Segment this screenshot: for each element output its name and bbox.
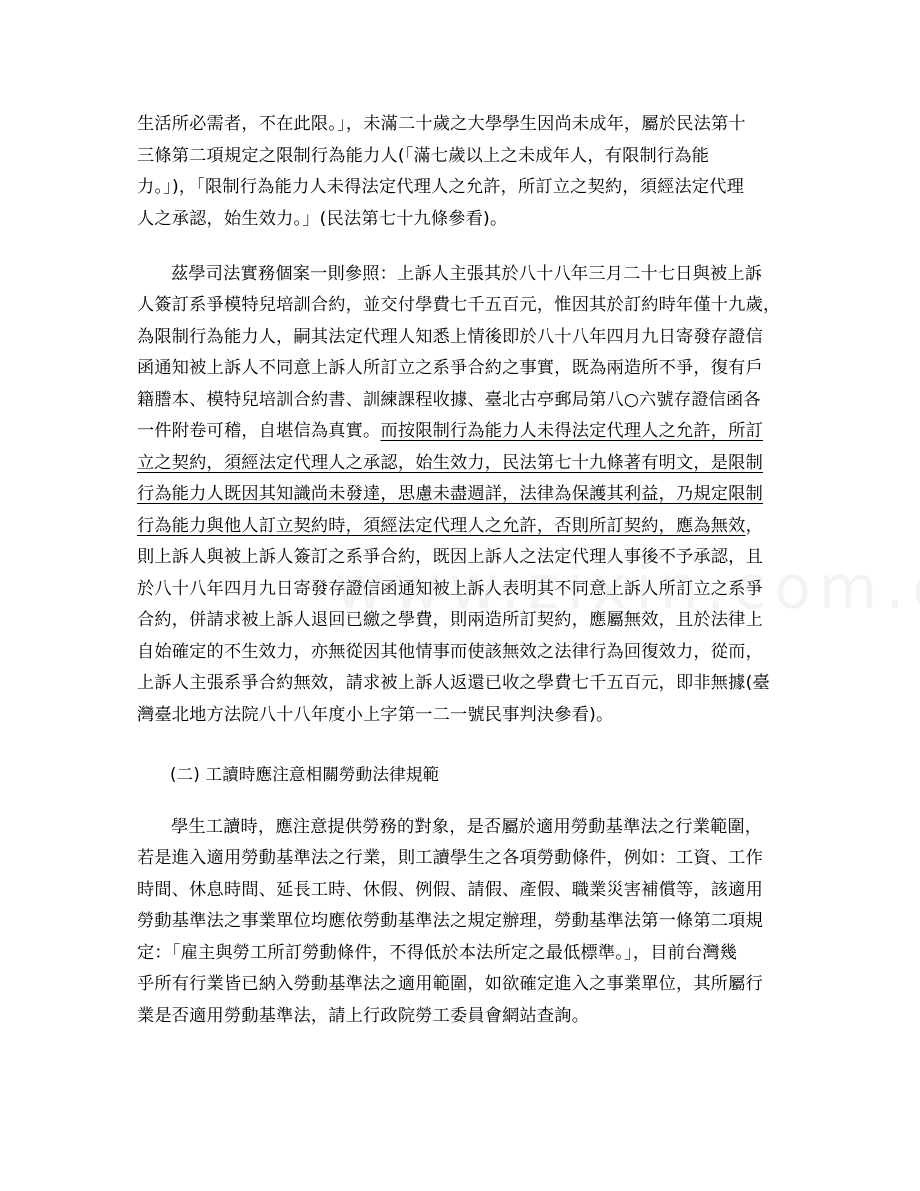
paragraph-2-line-11: 於八十八年四月九日寄發存證信函通知被上訴人表明其不同意上訴人所訂立之系爭 [137, 579, 763, 599]
paragraph-2-line-10: 則上訴人與被上訴人簽訂之系爭合約，既因上訴人之法定代理人事後不予承認，且 [137, 547, 763, 567]
underlined-text: 行為能力與他人訂立契約時，須經法定代理人之允許，否則所訂契約，應為無效 [137, 516, 746, 536]
paragraph-1-line-2: 三條第二項規定之限制行為能力人(「滿七歲以上之未成年人，有限制行為能 [137, 146, 710, 166]
paragraph-2-line-7 [137, 451, 763, 475]
section-heading: (二) 工讀時應注意相關勞動法律規範 [170, 765, 440, 784]
paragraph-2-line-12: 合約，併請求被上訴人退回已繳之學費，則兩造所訂契約，應屬無效，且於法律上 [137, 610, 763, 630]
paragraph-2-line-5: 籍謄本、模特兒培訓合約書、訓練課程收據、臺北古亭郵局第八○六號存證信函各 [137, 390, 761, 410]
paragraph-3-line-1: 學生工讀時，應注意提供勞務的對象，是否屬於適用勞動基準法之行業範圍， [171, 817, 763, 837]
paragraph-3-line-3: 時間、休息時間、延長工時、休假、例假、請假、產假、職業災害補償等，該適用 [137, 880, 763, 900]
paragraph-3-line-5: 定：「雇主與勞工所訂勞動條件，不得低於本法所定之最低標準。」，目前台灣幾 [137, 943, 738, 963]
paragraph-2-line-3: 為限制行為能力人，嗣其法定代理人知悉上情後即於八十八年四月九日寄發存證信 [137, 327, 763, 347]
paragraph-2-line-2: 人簽訂系爭模特兒培訓合約，並交付學費七千五百元，惟因其於訂約時年僅十九歲， [137, 295, 781, 315]
paragraph-1-line-3: 力。」)，「限制行為能力人未得法定代理人之允許，所訂立之契約，須經法定代理 [137, 177, 745, 197]
paragraph-2-line-6-plain: 一件附卷可稽，自堪信為真實。 [137, 421, 381, 441]
paragraph-3-line-7: 業是否適用勞動基準法，請上行政院勞工委員會網站查詢。 [137, 1006, 590, 1026]
paragraph-2-line-9-plain: ， [745, 516, 763, 536]
paragraph-3-line-6: 乎所有行業皆已納入勞動基準法之適用範圍，如欲確定進入之事業單位，其所屬行 [137, 974, 763, 994]
paragraph-3-line-4: 勞動基準法之事業單位均應依勞動基準法之規定辦理，勞動基準法第一條第二項規 [137, 911, 763, 931]
underlined-text: 而按限制行為能力人未得法定代理人之允許，所訂 [380, 421, 763, 441]
underlined-text: 行為能力人既因其知識尚未發達，思慮未盡週詳，法律為保護其利益，乃規定限制 [137, 484, 763, 504]
paragraph-2-line-4: 函通知被上訴人不同意上訴人所訂立之系爭合約之事實，既為兩造所不爭，復有戶 [137, 358, 763, 378]
paragraph-2-line-9 [137, 514, 763, 538]
paragraph-2-line-8 [137, 482, 763, 506]
paragraph-2-line-1: 茲學司法實務個案一則參照：上訴人主張其於八十八年三月二十七日與被上訴 [171, 264, 763, 284]
paragraph-1-line-1: 生活所必需者，不在此限。」，未滿二十歲之大學學生因尚未成年，屬於民法第十 [137, 114, 746, 134]
paragraph-1-line-4: 人之承認，始生效力。」(民法第七十九條參看)。 [137, 209, 508, 229]
paragraph-3-line-2: 若是進入適用勞動基準法之行業，則工讀學生之各項勞動條件，例如：工資、工作 [137, 848, 763, 868]
underlined-text: 立之契約，須經法定代理人之承認，始生效力，民法第七十九條著有明文，是限制 [137, 453, 763, 473]
paragraph-2-line-15: 灣臺北地方法院八十八年度小上字第一二一號民事判決參看)。 [137, 705, 614, 725]
paragraph-2-line-14: 上訴人主張系爭合約無效，請求被上訴人返還已收之學費七千五百元，即非無據(臺 [137, 673, 770, 693]
paragraph-2-line-6 [137, 419, 763, 443]
paragraph-2-line-13: 自始確定的不生效力，亦無從因其他情事而使該無效之法律行為回復效力，從而， [137, 642, 763, 662]
